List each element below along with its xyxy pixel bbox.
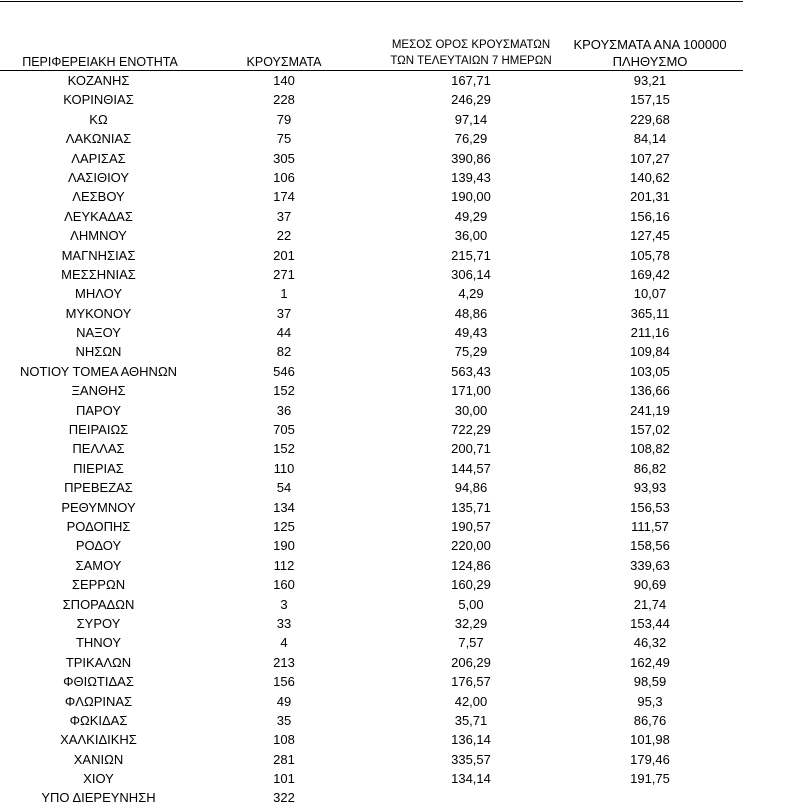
table-row	[0, 614, 743, 633]
cell-region: ΛΗΜΝΟΥ	[70, 228, 127, 244]
cell-cases: 22	[276, 228, 292, 244]
cell-region: ΜΥΚΟΝΟΥ	[65, 305, 132, 321]
cell-per100k: 98,59	[633, 674, 667, 690]
cell-cases: 140	[273, 73, 295, 88]
cell-cases: 125	[273, 518, 295, 534]
cell-cases: 213	[273, 654, 295, 670]
cell-avg7: 160,29	[451, 577, 491, 593]
cell-per100k: 111,57	[631, 518, 669, 534]
cell-cases: 156	[273, 674, 295, 690]
table-row	[0, 536, 743, 555]
cell-per100k: 153,44	[630, 615, 670, 631]
cell-per100k: 103,05	[630, 363, 670, 379]
table-row	[0, 304, 743, 323]
cell-avg7: 134,14	[451, 771, 491, 787]
table-row	[0, 246, 743, 265]
header-avg7	[378, 38, 564, 69]
cell-cases: 228	[273, 92, 295, 108]
table-row	[0, 168, 743, 187]
cell-region: ΜΗΛΟΥ	[75, 286, 122, 302]
cell-region: ΚΩ	[89, 111, 108, 127]
cell-region: ΣΕΡΡΩΝ	[71, 577, 126, 593]
table-row	[0, 556, 743, 575]
cell-cases: 705	[273, 422, 295, 438]
cell-avg7: 97,14	[454, 111, 488, 127]
cell-avg7: 32,29	[454, 615, 488, 631]
cell-avg7: 5,00	[458, 596, 484, 612]
header-region: ΠΕΡΙΦΕΡΕΙΑΚΗ ΕΝΟΤΗΤΑ	[22, 55, 178, 69]
cell-per100k: 156,16	[630, 208, 670, 224]
cell-avg7: 49,43	[454, 325, 488, 341]
table-row	[0, 381, 743, 400]
cell-region: ΜΑΓΝΗΣΙΑΣ	[61, 247, 136, 263]
cell-per100k: 162,49	[630, 654, 670, 670]
table-row	[0, 595, 743, 614]
cell-cases: 190	[273, 538, 295, 554]
cell-cases: 54	[276, 480, 292, 496]
cell-region: ΧΙΟΥ	[83, 771, 114, 787]
table-row	[0, 207, 743, 226]
cell-avg7: 42,00	[454, 693, 488, 709]
cell-region: ΦΩΚΙΔΑΣ	[69, 712, 128, 728]
cell-region: ΠΑΡΟΥ	[75, 402, 122, 418]
cell-per100k: 241,19	[630, 402, 670, 418]
cell-cases: 35	[276, 712, 292, 728]
cell-avg7: 176,57	[451, 674, 491, 690]
cell-per100k: 191,75	[630, 771, 670, 787]
top-rule	[0, 1, 743, 2]
cell-avg7: 124,86	[451, 557, 491, 573]
cell-per100k: 127,45	[630, 228, 670, 244]
cell-region: ΧΑΝΙΩΝ	[73, 751, 124, 767]
table-body	[0, 71, 743, 808]
cell-per100k: 93,21	[633, 73, 667, 88]
cell-avg7: 390,86	[451, 150, 491, 166]
cell-cases: 37	[276, 208, 292, 224]
cell-region: ΚΟΡΙΝΘΙΑΣ	[63, 92, 134, 108]
table-row	[0, 323, 743, 342]
cell-region: ΣΠΟΡΑΔΩΝ	[62, 596, 135, 612]
cell-cases: 201	[273, 247, 295, 263]
cell-per100k: 229,68	[630, 111, 670, 127]
table-row	[0, 711, 743, 730]
table-row	[0, 71, 743, 90]
cell-cases: 152	[273, 383, 295, 399]
cell-avg7: 246,29	[451, 92, 491, 108]
cell-per100k: 211,16	[630, 325, 670, 341]
cell-cases: 546	[273, 363, 295, 379]
cell-region: ΡΟΔΟΥ	[75, 538, 122, 554]
cell-per100k: 93,93	[633, 480, 667, 496]
cell-per100k: 90,69	[633, 577, 667, 593]
table-row	[0, 633, 743, 652]
cell-avg7: 215,71	[451, 247, 491, 263]
cell-avg7: 167,71	[451, 73, 491, 88]
cell-cases: 33	[276, 615, 292, 631]
cell-region: ΧΑΛΚΙΔΙΚΗΣ	[60, 732, 137, 748]
table-row	[0, 575, 743, 594]
cell-cases: 4	[280, 635, 288, 651]
header-per100k-line1: ΚΡΟΥΣΜΑΤΑ ΑΝΑ 100000	[573, 37, 727, 52]
cell-cases: 37	[276, 305, 292, 321]
cell-per100k: 109,84	[630, 344, 670, 360]
table-row	[0, 284, 743, 303]
table-row	[0, 750, 743, 769]
cell-per100k: 157,02	[630, 422, 670, 438]
cell-per100k: 105,78	[630, 247, 670, 263]
cell-avg7: 306,14	[451, 266, 491, 282]
cell-avg7: 139,43	[451, 169, 491, 185]
cell-per100k: 86,82	[633, 460, 667, 476]
cell-avg7: 220,00	[451, 538, 491, 554]
cell-region: ΚΟΖΑΝΗΣ	[67, 73, 130, 88]
cell-region: ΣΑΜΟΥ	[75, 557, 122, 573]
cell-avg7: 35,71	[454, 712, 488, 728]
cell-per100k: 339,63	[630, 557, 670, 573]
cell-per100k: 107,27	[630, 150, 670, 166]
table-row	[0, 187, 743, 206]
cell-cases: 322	[273, 790, 295, 806]
cell-cases: 1	[280, 286, 288, 302]
cell-region: ΛΑΚΩΝΙΑΣ	[65, 131, 132, 147]
cell-cases: 3	[280, 596, 288, 612]
cell-region: ΤΡΙΚΑΛΩΝ	[65, 654, 132, 670]
cell-region: ΣΥΡΟΥ	[76, 615, 121, 631]
cell-avg7: 144,57	[451, 460, 491, 476]
cell-per100k: 365,11	[630, 305, 670, 321]
table-row	[0, 498, 743, 517]
table-row	[0, 730, 743, 749]
cell-avg7: 190,57	[451, 518, 491, 534]
cell-per100k: 158,56	[630, 538, 670, 554]
cell-avg7: 48,86	[454, 305, 488, 321]
cell-region: ΠΕΙΡΑΙΩΣ	[68, 422, 129, 438]
cell-per100k: 86,76	[633, 712, 667, 728]
cell-per100k: 10,07	[633, 286, 667, 302]
cell-cases: 36	[276, 402, 292, 418]
cell-avg7: 30,00	[454, 402, 488, 418]
table-row	[0, 439, 743, 458]
cell-cases: 152	[273, 441, 295, 457]
cell-per100k: 140,62	[630, 169, 670, 185]
cell-cases: 160	[273, 577, 295, 593]
table-row	[0, 129, 743, 148]
cell-cases: 110	[273, 460, 295, 476]
table-row	[0, 401, 743, 420]
cell-cases: 101	[273, 771, 295, 787]
cell-cases: 112	[273, 557, 295, 573]
cell-cases: 106	[273, 169, 295, 185]
table-row	[0, 517, 743, 536]
table-row	[0, 459, 743, 478]
cell-avg7: 335,57	[451, 751, 491, 767]
table-row	[0, 226, 743, 245]
cell-avg7: 7,57	[458, 635, 484, 651]
cell-avg7: 49,29	[454, 208, 488, 224]
cell-per100k: 108,82	[630, 441, 670, 457]
cell-avg7: 563,43	[451, 363, 491, 379]
cell-avg7: 206,29	[451, 654, 491, 670]
header-avg7-line2: ΤΩΝ ΤΕΛΕΥΤΑΙΩΝ 7 ΗΜΕΡΩΝ	[390, 54, 552, 67]
cell-region: ΠΙΕΡΙΑΣ	[73, 460, 124, 476]
cell-avg7: 171,00	[451, 383, 491, 399]
cell-per100k: 46,32	[633, 635, 667, 651]
cell-cases: 44	[276, 325, 292, 341]
cell-cases: 75	[276, 131, 292, 147]
header-avg7-line1: ΜΕΣΟΣ ΟΡΟΣ ΚΡΟΥΣΜΑΤΩΝ	[391, 39, 551, 51]
cell-per100k: 169,42	[630, 266, 670, 282]
table-row	[0, 788, 743, 807]
cell-region: ΛΕΣΒΟΥ	[72, 189, 125, 205]
cell-cases: 134	[273, 499, 295, 515]
cell-region: ΞΑΝΘΗΣ	[71, 383, 126, 399]
cell-avg7: 136,14	[451, 732, 491, 748]
cell-per100k: 95,3	[637, 693, 663, 709]
cell-region: ΦΘΙΩΤΙΔΑΣ	[63, 674, 134, 690]
cell-region: ΝΑΞΟΥ	[76, 325, 121, 341]
header-cases: ΚΡΟΥΣΜΑΤΑ	[246, 55, 322, 69]
cell-per100k: 179,46	[630, 751, 670, 767]
cell-avg7: 722,29	[451, 422, 491, 438]
cell-cases: 108	[273, 732, 295, 748]
cell-cases: 82	[276, 344, 292, 360]
cell-cases: 174	[273, 189, 295, 205]
table-row	[0, 769, 743, 788]
cell-region: ΠΡΕΒΕΖΑΣ	[64, 480, 133, 496]
cell-per100k: 101,98	[630, 732, 670, 748]
cell-per100k: 157,15	[630, 92, 670, 108]
table-row	[0, 90, 743, 109]
cell-region: ΝΟΤΙΟΥ ΤΟΜΕΑ ΑΘΗΝΩΝ	[19, 363, 178, 379]
cell-avg7: 135,71	[451, 499, 491, 515]
cell-region: ΛΕΥΚΑΔΑΣ	[64, 208, 133, 224]
cell-cases: 49	[276, 693, 292, 709]
header-per100k	[560, 36, 740, 70]
cell-avg7: 200,71	[451, 441, 491, 457]
cell-region: ΛΑΡΙΣΑΣ	[71, 150, 126, 166]
cell-region: ΡΕΘΥΜΝΟΥ	[61, 499, 136, 515]
table-row	[0, 342, 743, 361]
cell-cases: 79	[276, 111, 292, 127]
cell-avg7: 76,29	[454, 131, 488, 147]
cell-per100k: 201,31	[630, 189, 670, 205]
cell-region: ΜΕΣΣΗΝΙΑΣ	[61, 266, 136, 282]
cell-region: ΠΕΛΛΑΣ	[72, 441, 125, 457]
cell-per100k: 136,66	[630, 383, 670, 399]
cell-cases: 271	[273, 266, 295, 282]
cell-avg7: 94,86	[454, 480, 488, 496]
table-row	[0, 478, 743, 497]
table-row	[0, 653, 743, 672]
cell-region: ΥΠΟ ΔΙΕΡΕΥΝΗΣΗ	[41, 790, 156, 806]
table-row	[0, 149, 743, 168]
table-row	[0, 672, 743, 691]
cell-avg7: 190,00	[451, 189, 491, 205]
cell-region: ΛΑΣΙΘΙΟΥ	[67, 169, 130, 185]
cell-region: ΡΟΔΟΠΗΣ	[66, 518, 131, 534]
cell-avg7: 75,29	[454, 344, 488, 360]
cell-per100k: 84,14	[633, 131, 667, 147]
cell-per100k: 21,74	[633, 596, 667, 612]
cell-region: ΦΛΩΡΙΝΑΣ	[64, 693, 133, 709]
header-per100k-line2: ΠΛΗΘΥΣΜΟ	[612, 54, 688, 69]
table-row	[0, 420, 743, 439]
cell-per100k: 156,53	[630, 499, 670, 515]
table-row	[0, 265, 743, 284]
cell-region: ΤΗΝΟΥ	[75, 635, 122, 651]
table-row	[0, 692, 743, 711]
cell-cases: 305	[273, 150, 295, 166]
cell-avg7: 4,29	[458, 286, 484, 302]
table-row	[0, 362, 743, 381]
cell-cases: 281	[273, 751, 295, 767]
cell-region: ΝΗΣΩΝ	[75, 344, 122, 360]
table-row	[0, 110, 743, 129]
cell-avg7: 36,00	[454, 228, 488, 244]
